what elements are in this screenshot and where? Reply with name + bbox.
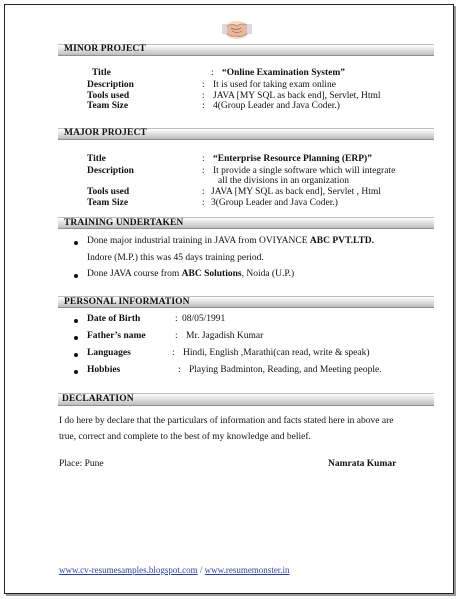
colon: : xyxy=(202,166,205,176)
major-description-value-line2: all the divisions in an organization xyxy=(218,176,349,186)
colon: : xyxy=(211,68,214,78)
training-item-1-line2: Indore (M.P.) this was 45 days training period. xyxy=(87,253,264,263)
dob-value: 08/05/1991 xyxy=(182,314,226,324)
minor-description-value: It is used for taking exam online xyxy=(213,80,336,90)
place: Place: Pune xyxy=(59,459,104,469)
declaration-line-1: I do here by declare that the particulars of information and facts stated here in above are xyxy=(59,416,394,426)
bullet xyxy=(74,241,78,245)
colon: : xyxy=(175,314,178,324)
minor-tools-label: Tools used xyxy=(87,91,130,101)
father-name-label: Father’s name xyxy=(87,331,146,341)
colon: : xyxy=(172,348,175,358)
colon: : xyxy=(202,187,205,197)
section-heading-declaration: DECLARATION xyxy=(62,394,134,404)
bullet xyxy=(74,274,78,278)
signature-name: Namrata Kumar xyxy=(328,459,397,469)
section-heading-major-project: MAJOR PROJECT xyxy=(64,128,147,138)
training-item-1-text: Done major industrial training in JAVA from OVIYANCE xyxy=(87,236,310,246)
footer-links xyxy=(59,565,290,575)
major-tools-label: Tools used xyxy=(87,187,130,197)
hobbies-label: Hobbies xyxy=(87,365,121,375)
minor-team-label: Team Size xyxy=(87,101,129,111)
section-heading-personal: PERSONAL INFORMATION xyxy=(64,297,190,307)
major-title-label: Title xyxy=(87,154,106,164)
minor-description-label: Description xyxy=(87,80,134,90)
training-item-2-location: , Noida (U.P.) xyxy=(241,269,295,279)
bullet xyxy=(74,319,78,323)
minor-team-value: 4(Group Leader and Java Coder.) xyxy=(213,101,340,111)
section-heading-training: TRAINING UNDERTAKEN xyxy=(64,218,184,228)
training-item-2-text: Done JAVA course from xyxy=(87,269,182,279)
training-item-1-company: ABC PVT.LTD. xyxy=(309,236,375,246)
bullet xyxy=(74,336,78,340)
dob-label: Date of Birth xyxy=(87,314,141,324)
major-tools-value: JAVA [MY SQL as back end], Servlet , Html xyxy=(211,187,381,197)
training-item-2-company: ABC Solutions xyxy=(181,269,242,279)
footer-link-cv-resumesamples[interactable]: www.cv-resumesamples.blogspot.com xyxy=(59,565,198,575)
colon: : xyxy=(202,91,205,101)
declaration-line-2: true, correct and complete to the best of my knowledge and belief. xyxy=(59,432,311,442)
colon: : xyxy=(202,154,205,164)
colon: : xyxy=(202,101,205,111)
minor-title-label: Title xyxy=(92,68,111,78)
major-title-value: “Enterprise Resource Planning (ERP)” xyxy=(213,154,372,164)
major-description-value: It provide a single software which will integrate xyxy=(213,166,396,176)
major-team-value: 3(Group Leader and Java Coder.) xyxy=(211,198,338,208)
section-heading-minor-project: MINOR PROJECT xyxy=(64,44,146,54)
bullet xyxy=(74,353,78,357)
bullet xyxy=(74,370,78,374)
footer-separator: / xyxy=(197,565,205,575)
training-item-1 xyxy=(87,236,374,246)
training-item-2 xyxy=(87,269,294,279)
footer-link-resumemonster[interactable]: www.resumemonster.in xyxy=(204,565,290,575)
minor-title-value: “Online Examination System” xyxy=(222,68,345,78)
colon: : xyxy=(202,198,205,208)
major-team-label: Team Size xyxy=(87,198,129,208)
colon: : xyxy=(175,331,178,341)
languages-value: Hindi, English ,Marathi(can read, write & speak) xyxy=(183,348,370,358)
father-name-value: Mr. Jagadish Kumar xyxy=(186,331,264,341)
languages-label: Languages xyxy=(87,348,131,358)
minor-tools-value: JAVA [MY SQL as back end], Servlet, Html xyxy=(213,91,381,101)
major-description-label: Description xyxy=(87,166,134,176)
colon: : xyxy=(178,365,181,375)
hobbies-value: Playing Badminton, Reading, and Meeting people. xyxy=(189,365,382,375)
handshake-icon xyxy=(222,14,252,44)
colon: : xyxy=(202,80,205,90)
